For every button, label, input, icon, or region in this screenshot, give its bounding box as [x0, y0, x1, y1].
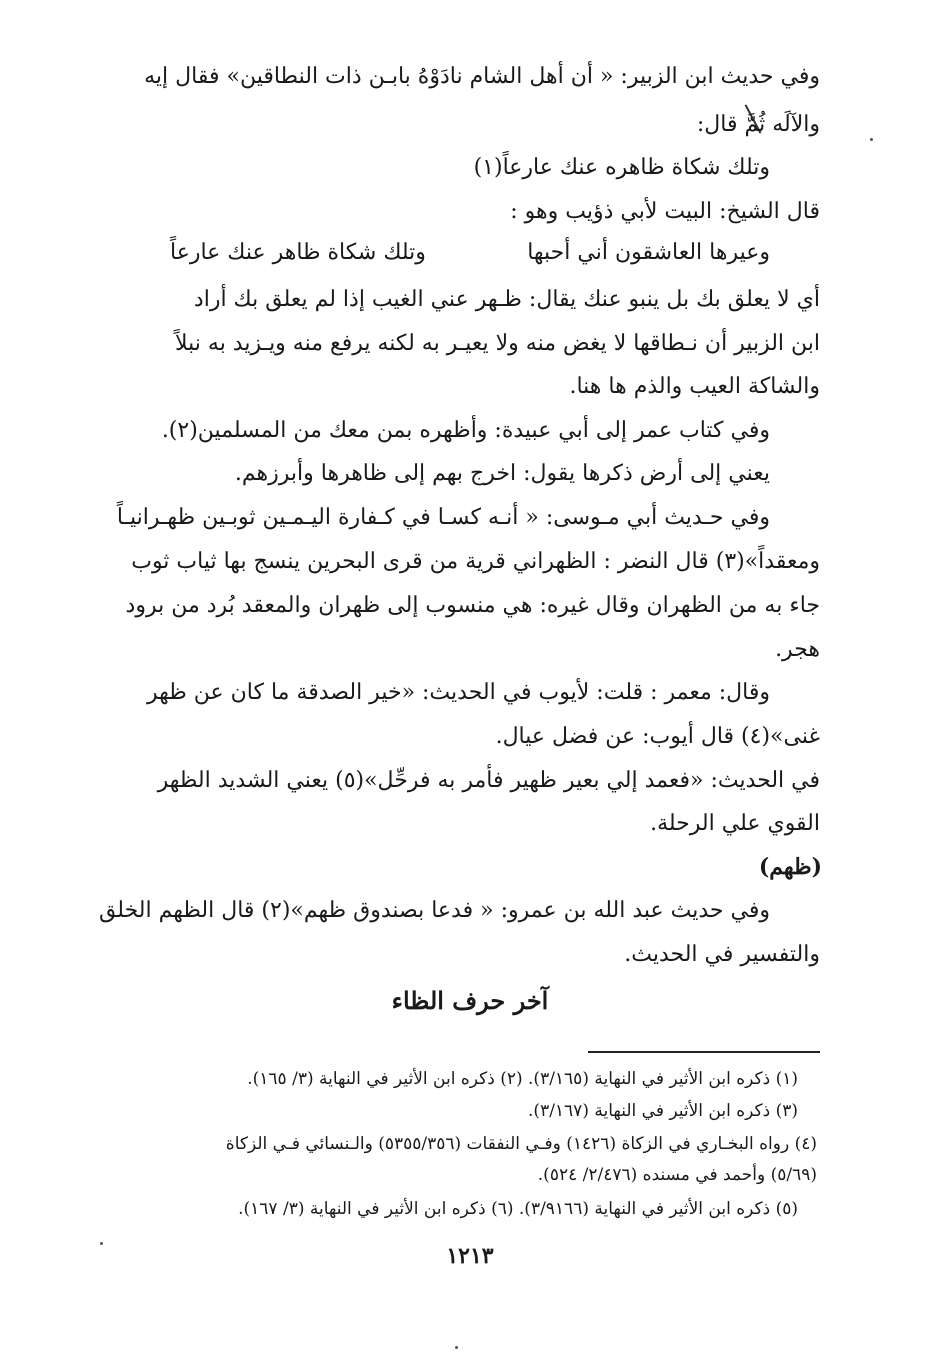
- scan-speck: [870, 138, 873, 141]
- footnote-rule: [588, 1051, 820, 1053]
- verse-hemistich-right: وعيرها العاشقون أني أحبها: [527, 240, 770, 265]
- text-line-7: والشاكة العيب والذم ها هنا.: [569, 374, 820, 399]
- scan-speck: [455, 1346, 458, 1349]
- verse-hemistich-left: وتلك شكاة ظاهر عنك عارعاً: [170, 240, 426, 265]
- footnote-2: (٣) ذكره ابن الأثير في النهاية (٣/١٦٧).: [528, 1101, 798, 1121]
- text-line-11: ومعقداً»(٣) قال النضر : الظهراني قرية من قرى البحرين ينسج بها ثياب ثوب: [131, 549, 820, 574]
- text-line-16: في الحديث: «فعمد إلي بعير ظهير فأمر به فرحِّل»(٥) يعني الشديد الظهر: [157, 768, 820, 793]
- text-line-19: والتفسير في الحديث.: [624, 942, 820, 967]
- footnote-3: (٤) رواه البخـاري في الزكاة (١٤٢٦) وفـي النفقات (٥٣٥٥/٣٥٦) والـنسائي فـي الزكاة: [225, 1134, 817, 1154]
- text-line-1: وفي حديث ابن الزبير: « أن أهل الشام نادَوْهُ بابـن ذات النطاقين» فقال إيه: [144, 64, 820, 89]
- section-end-title: آخر حرف الظاء: [391, 986, 549, 1015]
- text-line-8: وفي كتاب عمر إلى أبي عبيدة: وأظهره بمن معك من المسلمين(٢).: [161, 418, 770, 443]
- footnote-4: (٥/٦٩) وأحمد في مسنده (٢/٤٧٦/ ٥٢٤).: [537, 1165, 817, 1185]
- entry-heading: (ظهم): [758, 854, 822, 880]
- text-line-15: غنى»(٤) قال أيوب: عن فضل عيال.: [495, 724, 820, 749]
- text-line-10: وفي حـديث أبي مـوسى: « أنـه كسـا في كـفارة اليـمـين ثوبـين ظهـرانيـاً: [116, 505, 770, 530]
- text-line-6: ابن الزبير أن نـطاقها لا يغض منه ولا يعيـر به لكنه يرفع منه ويـزيد به نبلاً: [175, 331, 820, 356]
- scan-speck: [100, 1242, 103, 1245]
- footnote-5: (٥) ذكره ابن الأثير في النهاية (٣/٩١٦٦). (٦) ذكره ابن الأثير في النهاية (٣/ ١٦٧).: [238, 1199, 798, 1219]
- text-line-2: والآلَه ثُمَّ قال:: [696, 112, 820, 137]
- text-line-14: وقال: معمر : قلت: لأيوب في الحديث: «خير الصدقة ما كان عن ظهر: [146, 680, 770, 705]
- footnote-1: (١) ذكره ابن الأثير في النهاية (٣/١٦٥). (٢) ذكره ابن الأثير في النهاية (٣/ ١٦٥).: [247, 1069, 798, 1089]
- page-number: ١٢١٣: [446, 1243, 494, 1269]
- text-line-13: هجر.: [775, 637, 820, 662]
- text-line-17: القوي علي الرحلة.: [650, 811, 820, 836]
- text-line-12: جاء به من الظهران وقال غيره: هي منسوب إلى ظهران والمعقد بُرد من برود: [125, 593, 820, 618]
- text-line-5: أي لا يعلق بك بل ينبو عنك يقال: ظـهر عني الغيب إذا لم يعلق بك أراد: [193, 287, 820, 312]
- text-line-18: وفي حديث عبد الله بن عمرو: « فدعا بصندوق ظهم»(٢) قال الظهم الخلق: [98, 898, 770, 923]
- text-line-9: يعني إلى أرض ذكرها يقول: اخرج بهم إلى ظاهرها وأبرزهم.: [234, 461, 770, 486]
- text-line-4: قال الشيخ: البيت لأبي ذؤيب وهو :: [510, 199, 820, 224]
- text-line-3: وتلك شكاة ظاهره عنك عارعاً(١): [473, 155, 770, 180]
